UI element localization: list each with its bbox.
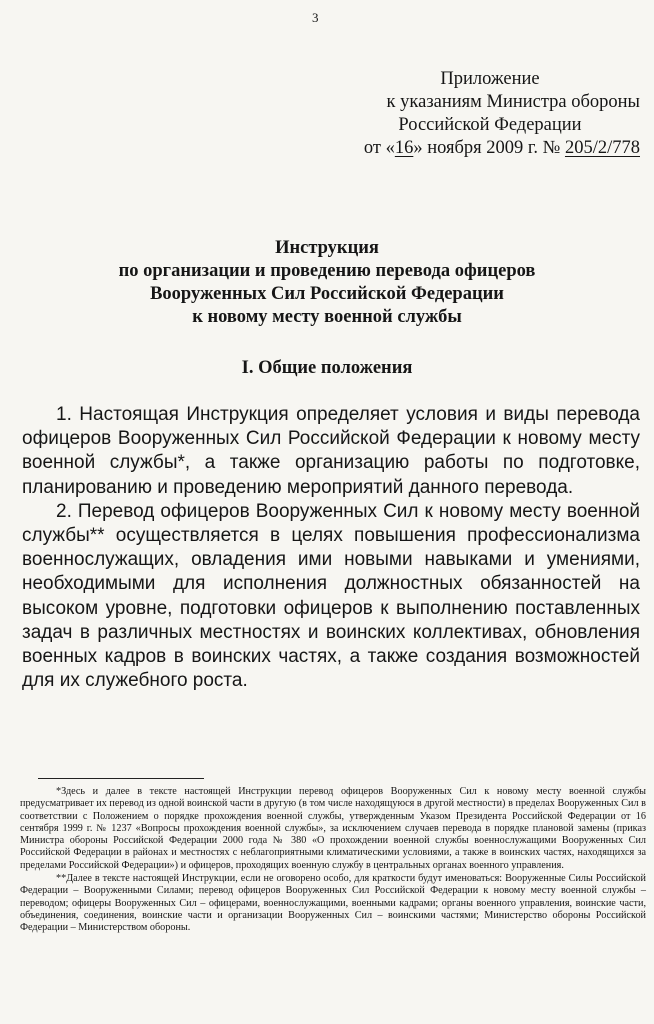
title-line-2: по организации и проведению перевода офицеров bbox=[118, 261, 536, 281]
footnote-1: *Здесь и далее в тексте настоящей Инструкции перевод офицеров Вооруженных Сил к новому месту военной службы предусматривает их перевод из одной воинской части в другую (в том числе находящуюся в другой местности) в пределах Вооруженных Сил в соответствии с Положением о порядке прохождения военной службы, утвержденным Указом Президента Российской Федерации от 16 сентября 1999 г. № 1237 «Вопросы прохождения военной службы», за исключением случаев перевода в порядке плановой замены (приказ Министра обороны Российской Федерации 2000 года № 380 «О прохождении военной службы военнослужащими Вооруженных Сил Российской Федерации в районах и местностях с неблагоприятными климатическими условиями, а также в воинских частях, находящихся за пределами Российской Федерации») и офицеров, проходящих военную службу в центральных органах военного управления. bbox=[20, 786, 646, 871]
footnote-2: **Далее в тексте настоящей Инструкции, если не оговорено особо, для краткости будут именоваться: Вооруженные Силы Российской Федерации – Вооруженными Силами; перевод офицеров Вооруженных Сил Российской Федерации к новому месту военной службы – переводом; офицеры Вооруженных Сил – офицерами, военнослужащими, военными кадрами; органы военного управления, воинские части, объединения, соединения, воинские части и организации Вооруженных Сил – воинскими частями; Министерство обороны Российской Федерации – Министерством обороны. bbox=[20, 873, 646, 934]
document-title bbox=[0, 237, 654, 329]
footnotes bbox=[20, 786, 646, 936]
date-prefix: от « bbox=[363, 138, 395, 158]
date-day: 16 bbox=[394, 138, 414, 158]
appendix-line-3: Российской Федерации bbox=[398, 115, 582, 135]
appendix-label: Приложение bbox=[440, 69, 540, 89]
date-middle: » ноября 2009 г. № bbox=[413, 138, 565, 158]
order-number: 205/2/778 bbox=[564, 138, 640, 158]
page-number: 3 bbox=[312, 10, 319, 25]
title-line-1: Инструкция bbox=[275, 238, 379, 258]
title-line-3: Вооруженных Сил Российской Федерации bbox=[150, 284, 504, 304]
section-heading: I. Общие положения bbox=[241, 358, 413, 378]
title-line-4: к новому месту военной службы bbox=[192, 307, 462, 327]
body-text bbox=[22, 403, 640, 693]
appendix-header bbox=[280, 68, 640, 160]
appendix-line-2: к указаниям Министра обороны bbox=[386, 92, 640, 112]
appendix-date-line bbox=[280, 137, 640, 160]
footnote-divider bbox=[38, 778, 204, 779]
paragraph-1: 1. Настоящая Инструкция определяет условия и виды перевода офицеров Вооруженных Сил Российской Федерации к новому месту военной службы*, а также организацию работы по подготовке, планированию и проведению мероприятий данного перевода. bbox=[22, 404, 640, 498]
paragraph-2: 2. Перевод офицеров Вооруженных Сил к новому месту военной службы** осуществляется в целях повышения профессионализма военнослужащих, овладения ими новыми навыками и умениями, необходимыми для исполнения должностных обязанностей на высоком уровне, подготовки офицеров к выполнению поставленных задач в различных местностях и воинских коллективах, обновления военных кадров в воинских частях, а также создания возможностей для их служебного роста. bbox=[22, 500, 640, 692]
